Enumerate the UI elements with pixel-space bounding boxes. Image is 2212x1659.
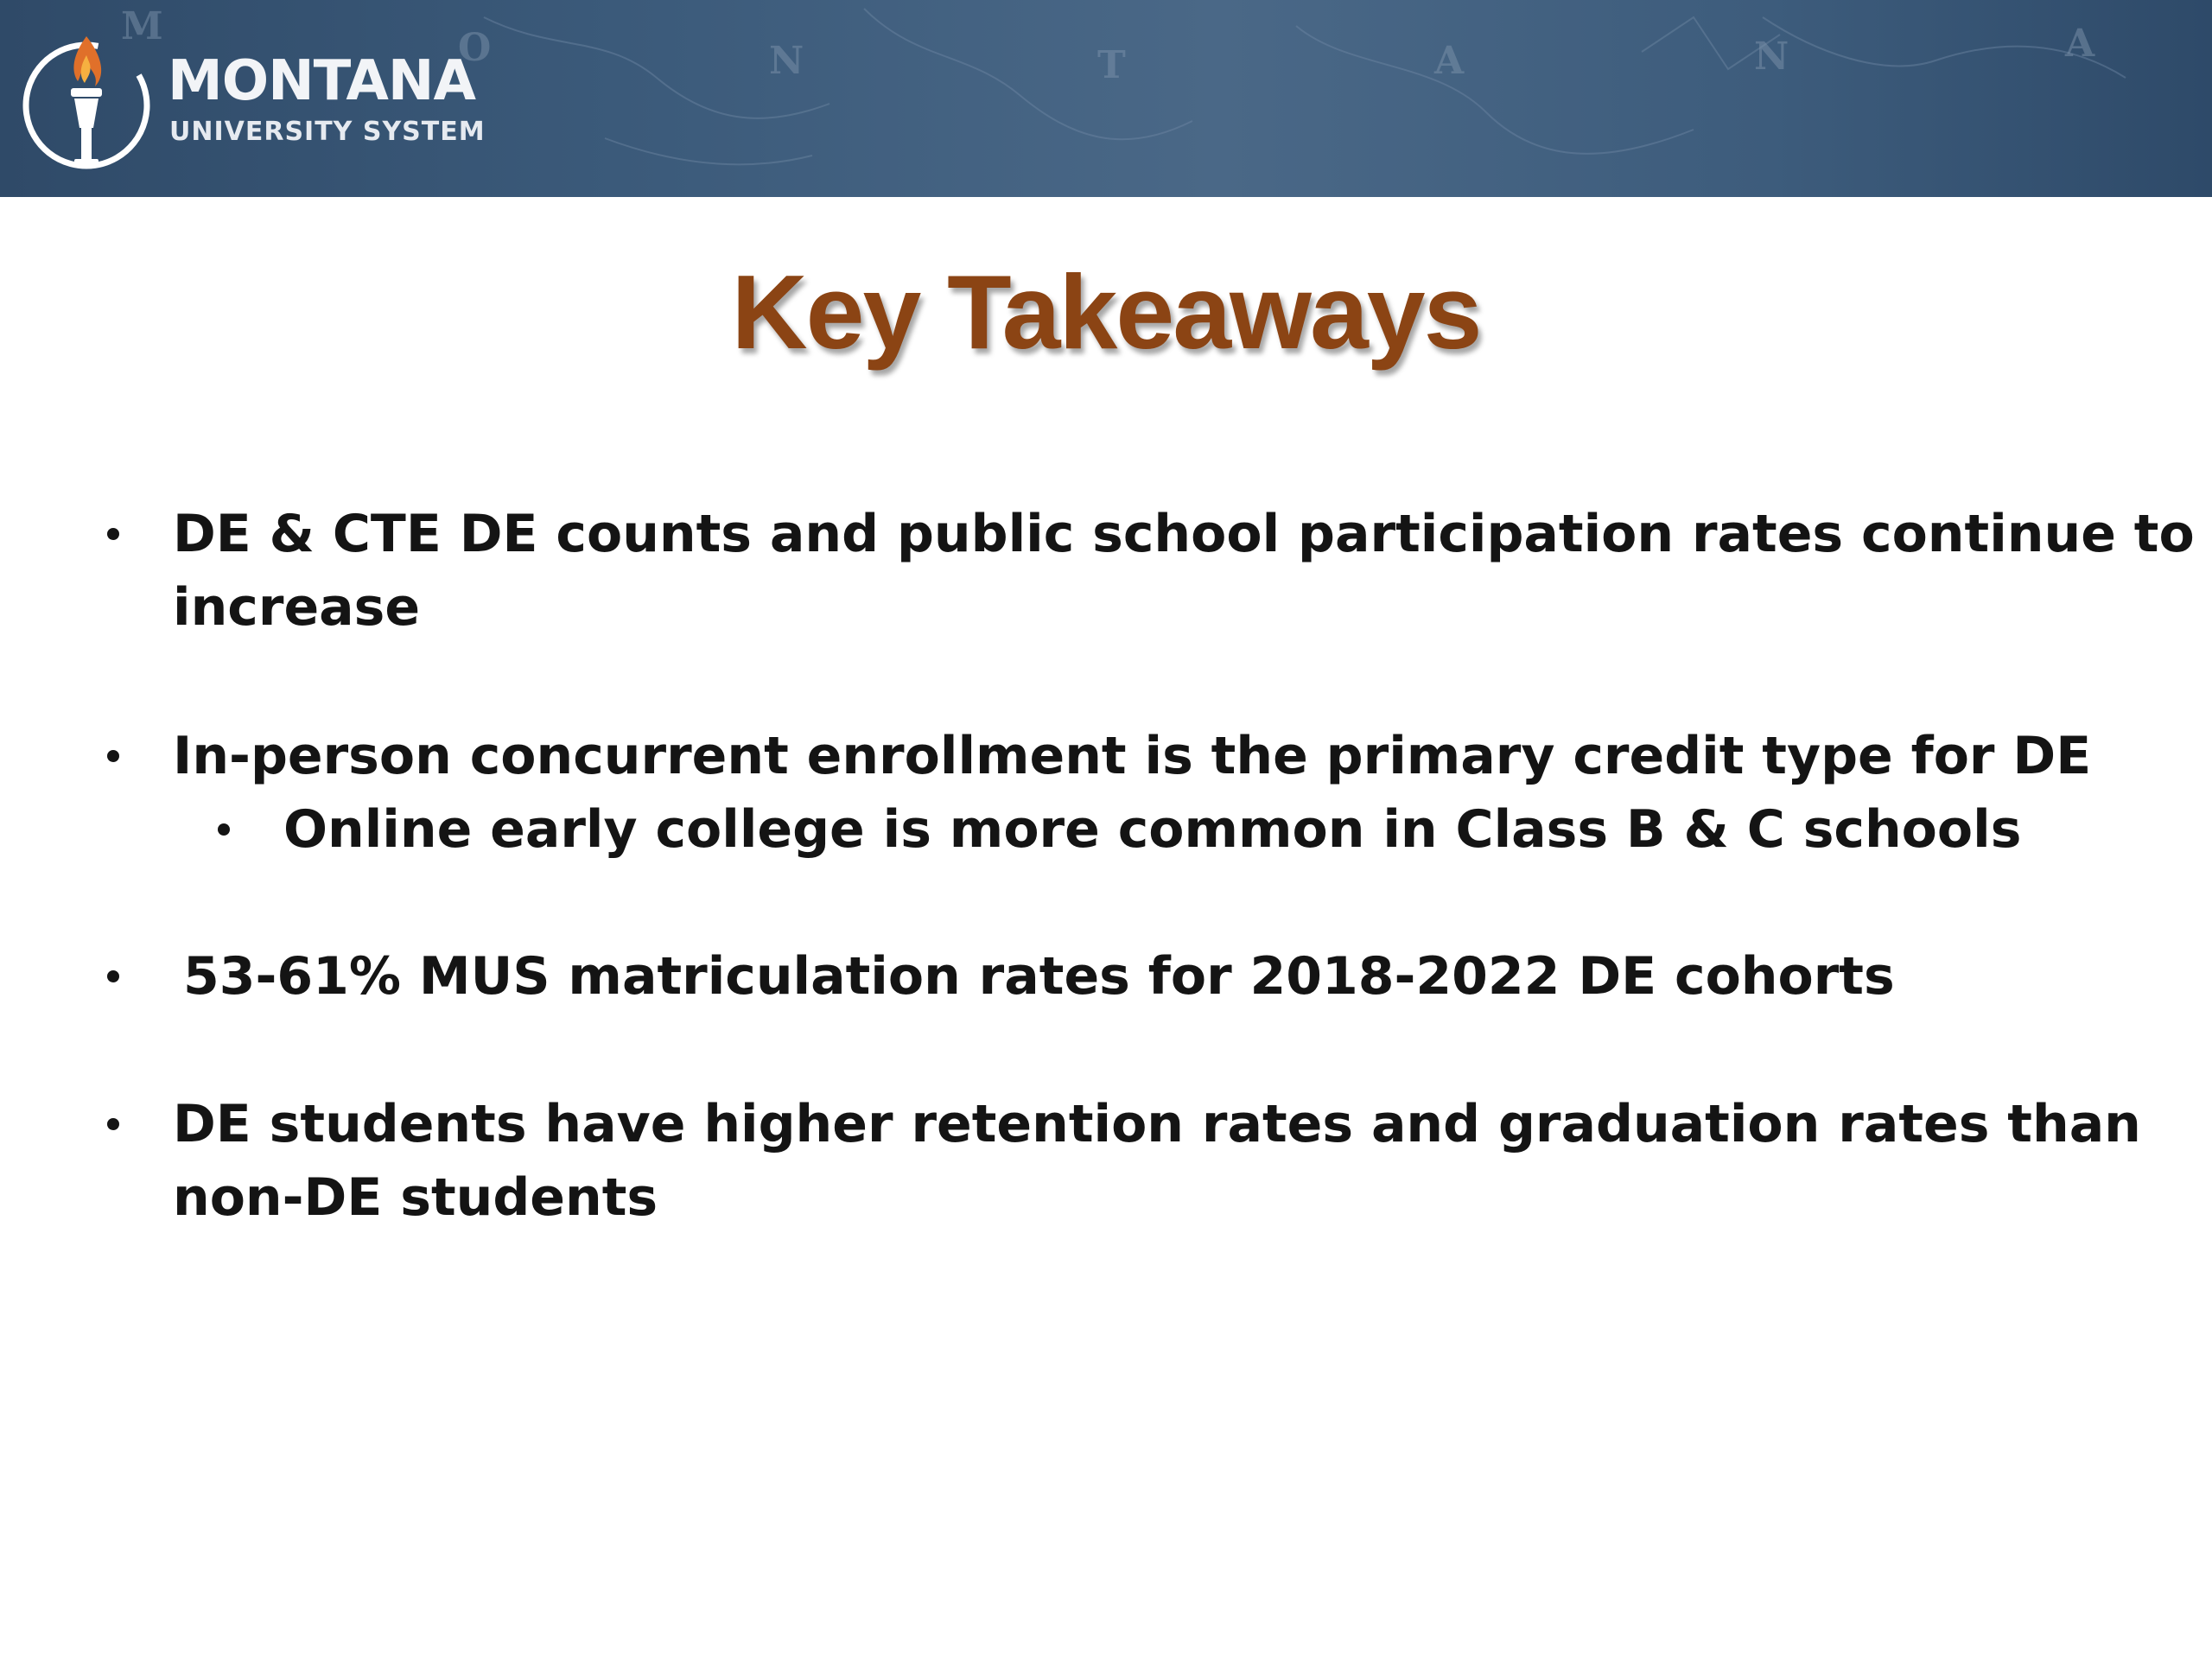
torch-icon [21, 26, 152, 173]
bullet-icon [107, 528, 119, 540]
sub-bullet-icon [218, 823, 230, 836]
bullet-text-line2: non-DE students [173, 1167, 658, 1228]
sub-bullet-text: Online early college is more common in Class B & C schools [283, 799, 2022, 860]
bullet-text-line1: DE & CTE DE counts and public school participation rates continue to [173, 504, 2195, 564]
svg-text:O: O [458, 26, 492, 70]
bullet-icon [107, 1118, 119, 1130]
bullet-text-line1: 53-61% MUS matriculation rates for 2018-2022 DE cohorts [183, 946, 1895, 1007]
svg-text:N: N [769, 39, 804, 83]
org-subtitle: UNIVERSITY SYSTEM [169, 117, 486, 147]
org-name: MONTANA [168, 49, 475, 113]
svg-text:N: N [1754, 35, 1789, 79]
svg-text:M: M [121, 4, 163, 48]
svg-text:A: A [1434, 39, 1465, 83]
bullet-text-line1: DE students have higher retention rates and graduation rates than [173, 1094, 2141, 1154]
page-title: Key Takeaways [731, 253, 1481, 371]
header-banner [0, 0, 2212, 197]
svg-text:A: A [2065, 22, 2095, 66]
bullet-icon [107, 970, 119, 982]
svg-text:T: T [1097, 43, 1126, 87]
bullet-text-line2: increase [173, 577, 421, 638]
bullet-text-line1: In-person concurrent enrollment is the primary credit type for DE [173, 726, 2092, 786]
bullet-icon [107, 750, 119, 762]
